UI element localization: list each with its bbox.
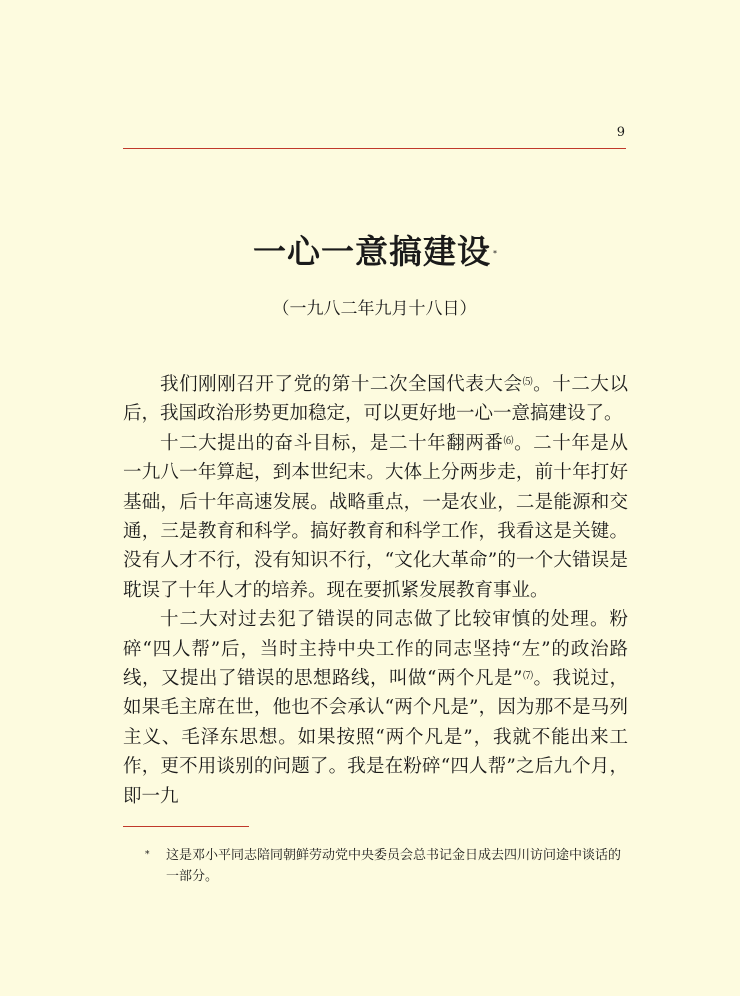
- paragraph-text: 十二大提出的奋斗目标，是二十年翻两番: [160, 432, 504, 454]
- paragraph-text: 。二十年是从一九八一年算起，到本世纪末。大体上分两步走，前十年打好基础，后十年高速发展。战略重点，一是农业，二是能源和交通，三是教育和科学。搞好教育和科学工作，我看这是关键。没有人才不行，没有知识不行，“文化大革命”的一个大错误是耽误了十年人才的培养。现在要抓紧发展教育事业。: [123, 432, 628, 601]
- title-footnote-mark: *: [493, 249, 498, 258]
- paragraph-text: 。十二大以后，我国政治形势更加稳定，可以更好地一心一意搞建设了。: [123, 374, 628, 425]
- body-text: [123, 370, 628, 811]
- note-reference: ⑸: [522, 377, 534, 388]
- paragraph: [123, 605, 628, 811]
- page-number: 9: [616, 125, 625, 140]
- footnote-text: 这是邓小平同志陪同朝鲜劳动党中央委员会总书记金日成去四川访问途中谈话的一部分。: [166, 848, 622, 884]
- note-reference: ⑺: [522, 671, 534, 683]
- paragraph-text: 我们刚刚召开了党的第十二次全国代表大会: [160, 374, 523, 395]
- header-rule: [123, 148, 626, 149]
- paragraph-text: 十二大对过去犯了错误的同志做了比较审慎的处理。粉碎“四人帮”后，当时主持中央工作的同志坚持“左”的政治路线，又提出了错误的思想路线，叫做“两个凡是”: [123, 609, 628, 690]
- date-line: （一九八二年九月十八日）: [272, 299, 477, 319]
- paragraph: [123, 429, 628, 605]
- footnote: [145, 845, 627, 887]
- title-text: 一心一意搞建设: [253, 232, 491, 271]
- paragraph: [123, 370, 628, 429]
- note-reference: ⑹: [503, 435, 515, 447]
- footnote-mark: *: [145, 850, 150, 860]
- page-title: [123, 228, 626, 276]
- footnote-rule: [123, 826, 249, 827]
- paragraph-text: 。我说过，如果毛主席在世，他也不会承认“两个凡是”，因为那不是马列主义、毛泽东思想。如果按照“两个凡是”，我就不能出来工作，更不用谈别的问题了。我是在粉碎“四人帮”之后九个月，即一九: [123, 668, 628, 807]
